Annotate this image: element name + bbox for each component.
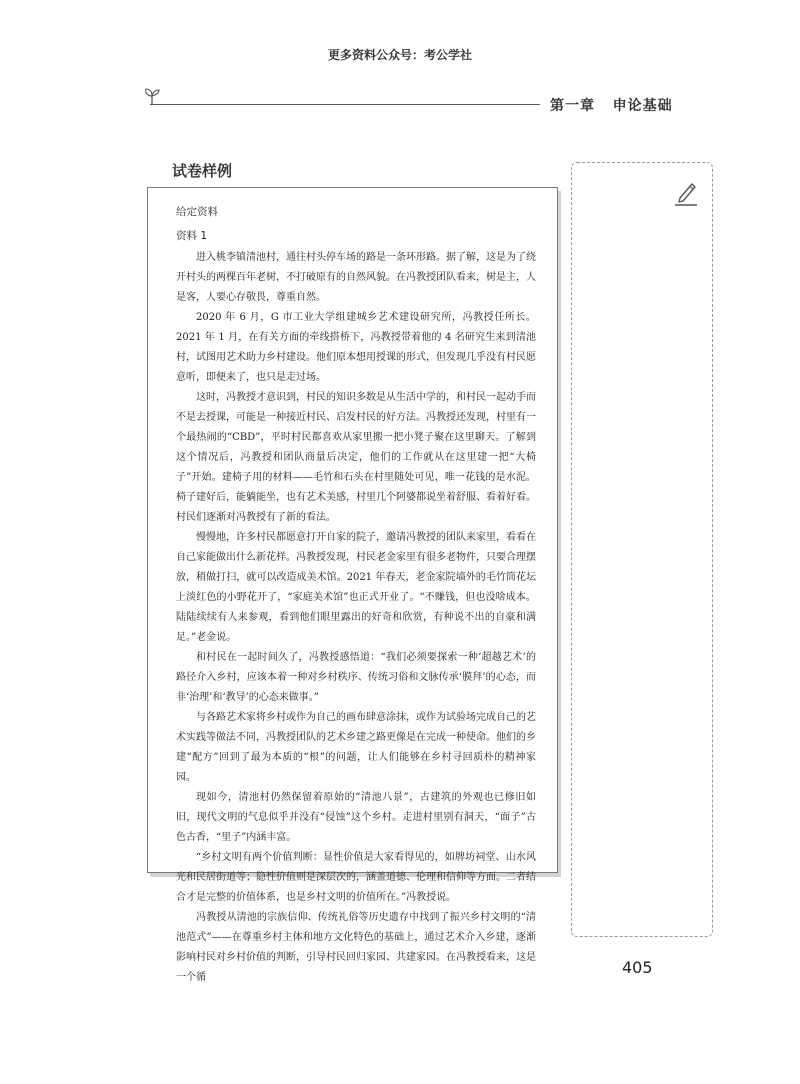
paragraph: “乡村文明有两个价值判断：显性价值是大家看得见的，如牌坊祠堂、山水风光和民居街道等；隐性价值则是深层次的，涵盖道德、伦理和信仰等方面。二者结合才是完整的价值体系，也是乡村文明的价值所在。”冯教授说。 <box>176 852 536 903</box>
sprout-icon <box>142 86 162 106</box>
material-box <box>147 187 558 983</box>
paragraph: 进入桃李镇清池村，通往村头停车场的路是一条环形路。据了解，这是为了绕开村头的两棵百年老树，不打破原有的自然风貌。在冯教授团队看来，树是主，人是客，人要心存敬畏，尊重自然。 <box>176 252 536 303</box>
section-title: 试卷样例 <box>172 162 233 180</box>
paragraph: 这时，冯教授才意识到，村民的知识多数是从生活中学的，和村民一起动手而不是去授课，可能是一种接近村民、启发村民的好方法。冯教授还发现，村里有一个最热闹的“CBD”，平时村民都喜欢从家里搬一把小凳子聚在这里聊天。了解到这个情况后，冯教授和团队商量后决定，他们的工作就从在这里建一把“大椅子”开始。建椅子用的材料——毛竹和石头在村里随处可见，唯一花钱的是水泥。椅子建好后，能躺能坐，也有艺术美感，村里几个阿婆都说坐着舒服、看着好看。村民们逐渐对冯教授有了新的看法。 <box>176 392 536 523</box>
chapter-label <box>550 95 673 115</box>
paragraph: 冯教授从清池的宗族信仰、传统礼俗等历史遗存中找到了振兴乡村文明的“清池范式”——在尊重乡村主体和地方文化特色的基础上，通过艺术介入乡建，逐渐影响村民对乡村价值的判断，引导村民回归家园、共建家园。在冯教授看来，这是一个循 <box>176 912 536 983</box>
material-subheading: 资料 1 <box>176 230 208 242</box>
header-rule <box>150 104 540 105</box>
paragraph: 慢慢地，许多村民都愿意打开自家的院子，邀请冯教授的团队来家里，看看在自己家能做出什么新花样。冯教授发现，村民老金家里有很多老物件，只要合理摆放，稍做打扫，就可以改造成美术馆。2021 年春天，老金家院墙外的毛竹筒花坛上淡红色的小野花开了，“家庭美术馆”也正式开业了。“不赚钱，但也没啥成本。陆陆续续有人来参观，看到他们眼里露出的好奇和欣赏，有种说不出的自豪和满足。”老金说。 <box>176 532 536 643</box>
chapter-title: 申论基础 <box>612 98 673 114</box>
material-content <box>176 200 536 988</box>
material-heading: 给定资料 <box>176 206 218 218</box>
chapter-number: 第一章 <box>550 98 595 114</box>
paragraph: 2020 年 6 月，G 市工业大学组建城乡艺术建设研究所，冯教授任所长。2021 年 1 月，在有关方面的牵线搭桥下，冯教授带着他的 4 名研究生来到清池村，试图用艺术助力乡村建设。他们原本想用授课的形式，但发现几乎没有村民愿意听，即便来了，也只是走过场。 <box>176 312 536 383</box>
paragraph: 与各路艺术家将乡村或作为自己的画布肆意涂抹，或作为试验场完成自己的艺术实践等做法不同，冯教授团队的艺术乡建之路更像是在完成一种使命。他们的乡建“配方”回到了最为本质的“根”的问题，让人们能够在乡村寻回质朴的精神家园。 <box>176 712 536 783</box>
paragraph: 和村民在一起时间久了，冯教授感悟道：“我们必须要探索一种‘超越艺术’的路径介入乡村，应该本着一种对乡村秩序、传统习俗和文脉传承‘膜拜’的心态，而非‘治理’和‘教导’的心态来做事。” <box>176 652 536 703</box>
top-banner: 更多资料公众号：考公学社 <box>327 48 472 62</box>
paragraph: 现如今，清池村仍然保留着原始的“清池八景”，古建筑的外观也已修旧如旧，现代文明的气息似乎并没有“侵蚀”这个乡村。走进村里别有洞天，“面子”古色古香，“里子”内涵丰富。 <box>176 792 536 843</box>
notes-panel <box>571 162 713 937</box>
page-number: 405 <box>622 958 653 977</box>
pen-icon <box>672 177 700 207</box>
